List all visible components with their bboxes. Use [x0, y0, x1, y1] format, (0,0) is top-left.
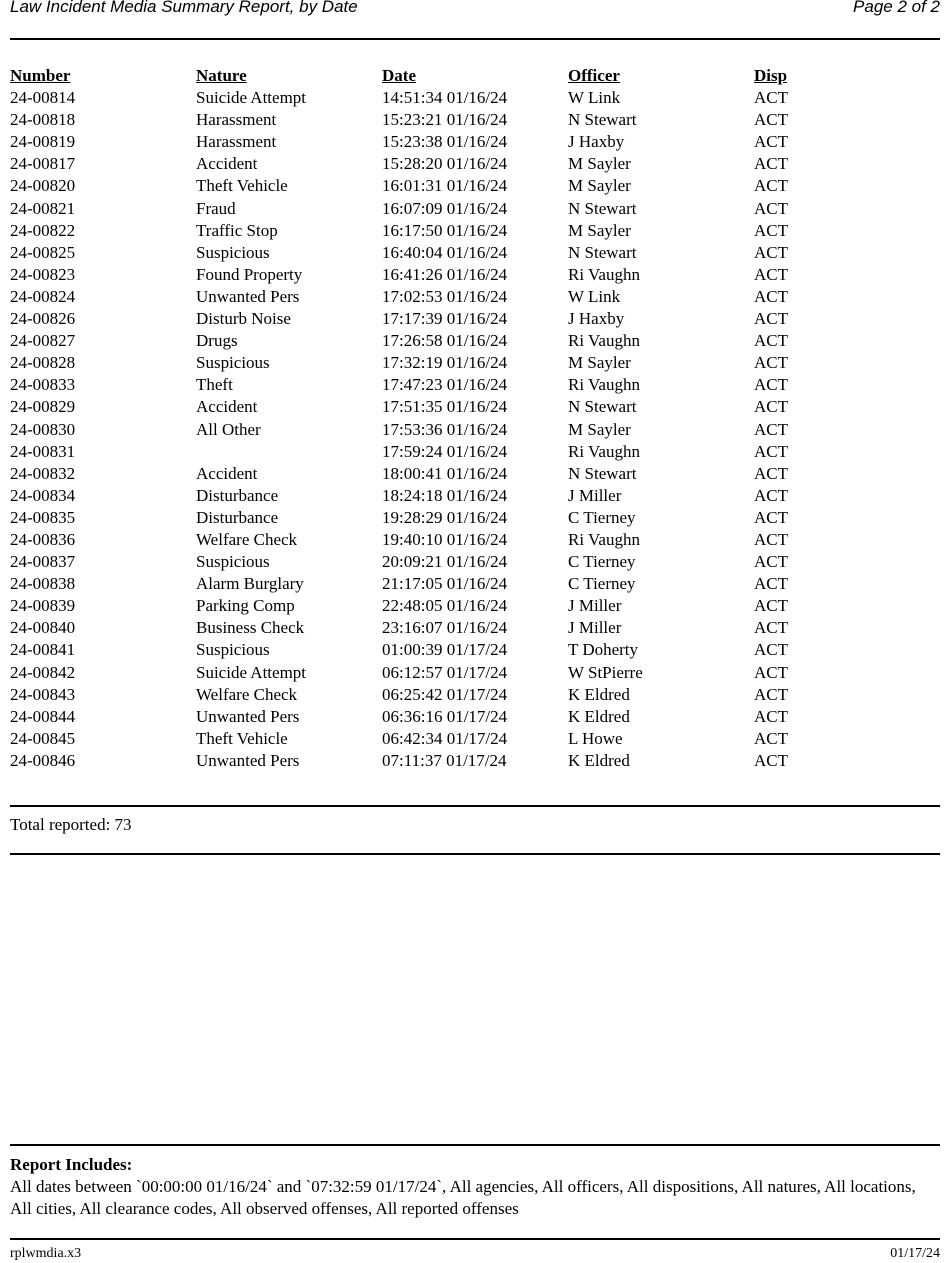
cell-number: 24-00836	[10, 529, 76, 549]
cell-nature: Unwanted Pers	[196, 286, 300, 306]
cell-disp: ACT	[754, 154, 788, 174]
cell-number: 24-00821	[10, 198, 76, 218]
cell-number: 24-00837	[10, 552, 76, 572]
cell-number: 24-00845	[10, 728, 76, 748]
cell-disp: ACT	[754, 529, 788, 549]
cell-nature: Fraud	[196, 198, 236, 218]
cell-number: 24-00819	[10, 132, 76, 152]
cell-disp: ACT	[754, 286, 788, 306]
cell-date: 20:09:21 01/16/24	[382, 552, 508, 572]
cell-disp: ACT	[754, 242, 788, 262]
cell-nature: Business Check	[196, 618, 305, 638]
cell-date: 17:02:53 01/16/24	[382, 286, 508, 306]
cell-officer: M Sayler	[568, 176, 631, 196]
cell-officer: L Howe	[568, 728, 623, 748]
cell-date: 06:25:42 01/17/24	[382, 684, 508, 704]
cell-disp: ACT	[754, 309, 788, 329]
cell-disp: ACT	[754, 198, 788, 218]
cell-nature: Suspicious	[196, 353, 270, 373]
cell-disp: ACT	[754, 132, 788, 152]
cell-disp: ACT	[754, 331, 788, 351]
cell-disp: ACT	[754, 88, 788, 108]
cell-disp: ACT	[754, 485, 788, 505]
cell-date: 17:26:58 01/16/24	[382, 331, 508, 351]
cell-date: 23:16:07 01/16/24	[382, 618, 508, 638]
cell-date: 16:07:09 01/16/24	[382, 198, 508, 218]
cell-number: 24-00828	[10, 353, 76, 373]
cell-disp: ACT	[754, 662, 788, 682]
cell-nature: Suspicious	[196, 242, 270, 262]
column-header-nature: Nature	[196, 66, 247, 85]
cell-number: 24-00830	[10, 419, 76, 439]
cell-date: 19:28:29 01/16/24	[382, 507, 508, 527]
cell-date: 07:11:37 01/17/24	[382, 750, 507, 770]
cell-officer: Ri Vaughn	[568, 441, 640, 461]
cell-officer: J Haxby	[568, 132, 625, 152]
column-header-officer: Officer	[568, 66, 620, 85]
cell-number: 24-00822	[10, 220, 76, 240]
cell-number: 24-00817	[10, 154, 76, 174]
cell-nature: Accident	[196, 154, 258, 174]
total-reported: Total reported: 73	[10, 815, 132, 834]
includes-text: All dates between `00:00:00 01/16/24` and `07:32:59 01/17/24`, All agencies, All officers, All dispositions, All natures, All locations, All cities, All clearance codes, All observed offenses, All reported offenses	[10, 1177, 916, 1218]
cell-officer: K Eldred	[568, 684, 630, 704]
cell-number: 24-00823	[10, 264, 76, 284]
total-top-divider	[10, 805, 940, 807]
footer-divider	[10, 1238, 940, 1240]
footer-report-code: rplwmdia.x3	[10, 1246, 82, 1261]
cell-disp: ACT	[754, 552, 788, 572]
cell-nature: Theft Vehicle	[196, 176, 288, 196]
cell-nature: Drugs	[196, 331, 238, 351]
cell-nature: Disturbance	[196, 507, 279, 527]
report-includes	[10, 1154, 940, 1220]
cell-date: 16:41:26 01/16/24	[382, 264, 508, 284]
cell-officer: Ri Vaughn	[568, 264, 640, 284]
column-header-number: Number	[10, 66, 71, 85]
cell-date: 15:23:38 01/16/24	[382, 132, 508, 152]
cell-nature: Harassment	[196, 110, 277, 130]
cell-date: 19:40:10 01/16/24	[382, 529, 508, 549]
cell-nature: Suspicious	[196, 552, 270, 572]
cell-number: 24-00814	[10, 88, 76, 108]
cell-date: 06:12:57 01/17/24	[382, 662, 508, 682]
cell-date: 16:17:50 01/16/24	[382, 220, 508, 240]
cell-disp: ACT	[754, 618, 788, 638]
cell-officer: C Tierney	[568, 507, 636, 527]
cell-nature: Unwanted Pers	[196, 706, 300, 726]
cell-nature: Theft	[196, 375, 233, 395]
cell-disp: ACT	[754, 684, 788, 704]
cell-officer: W Link	[568, 286, 621, 306]
cell-date: 17:51:35 01/16/24	[382, 397, 508, 417]
cell-nature: Disturbance	[196, 485, 279, 505]
cell-officer: N Stewart	[568, 198, 637, 218]
cell-date: 15:28:20 01/16/24	[382, 154, 508, 174]
cell-nature: All Other	[196, 419, 261, 439]
cell-nature: Accident	[196, 397, 258, 417]
cell-disp: ACT	[754, 353, 788, 373]
cell-date: 17:53:36 01/16/24	[382, 419, 508, 439]
cell-nature: Traffic Stop	[196, 220, 278, 240]
cell-disp: ACT	[754, 220, 788, 240]
cell-nature: Suspicious	[196, 640, 270, 660]
cell-officer: C Tierney	[568, 552, 636, 572]
cell-number: 24-00842	[10, 662, 76, 682]
cell-number: 24-00844	[10, 706, 76, 726]
cell-officer: M Sayler	[568, 220, 631, 240]
cell-date: 17:47:23 01/16/24	[382, 375, 508, 395]
cell-number: 24-00829	[10, 397, 76, 417]
cell-date: 15:23:21 01/16/24	[382, 110, 508, 130]
cell-officer: N Stewart	[568, 110, 637, 130]
cell-officer: J Miller	[568, 618, 622, 638]
cell-officer: J Miller	[568, 596, 622, 616]
column-header-disp: Disp	[754, 66, 788, 85]
cell-number: 24-00818	[10, 110, 76, 130]
cell-nature: Suicide Attempt	[196, 88, 307, 108]
cell-nature: Welfare Check	[196, 684, 298, 704]
cell-number: 24-00825	[10, 242, 76, 262]
cell-nature: Alarm Burglary	[196, 574, 304, 594]
cell-number: 24-00839	[10, 596, 76, 616]
cell-nature: Welfare Check	[196, 529, 298, 549]
cell-disp: ACT	[754, 507, 788, 527]
cell-date: 16:40:04 01/16/24	[382, 242, 508, 262]
cell-number: 24-00841	[10, 640, 76, 660]
cell-number: 24-00833	[10, 375, 76, 395]
cell-officer: J Miller	[568, 485, 622, 505]
cell-officer: K Eldred	[568, 750, 630, 770]
cell-date: 17:17:39 01/16/24	[382, 309, 508, 329]
cell-officer: N Stewart	[568, 397, 637, 417]
cell-number: 24-00820	[10, 176, 76, 196]
cell-number: 24-00831	[10, 441, 76, 461]
cell-number: 24-00840	[10, 618, 76, 638]
cell-disp: ACT	[754, 574, 788, 594]
cell-number: 24-00824	[10, 286, 76, 306]
cell-disp: ACT	[754, 419, 788, 439]
cell-officer: N Stewart	[568, 463, 637, 483]
cell-officer: T Doherty	[568, 640, 639, 660]
cell-officer: Ri Vaughn	[568, 375, 640, 395]
cell-date: 22:48:05 01/16/24	[382, 596, 508, 616]
cell-date: 21:17:05 01/16/24	[382, 574, 508, 594]
cell-disp: ACT	[754, 463, 788, 483]
page-number: Page 2 of 2	[853, 0, 940, 16]
cell-nature: Disturb Noise	[196, 309, 291, 329]
cell-date: 01:00:39 01/17/24	[382, 640, 508, 660]
cell-date: 06:42:34 01/17/24	[382, 728, 508, 748]
cell-officer: Ri Vaughn	[568, 331, 640, 351]
cell-number: 24-00827	[10, 331, 76, 351]
cell-officer: M Sayler	[568, 353, 631, 373]
cell-disp: ACT	[754, 375, 788, 395]
cell-date: 18:00:41 01/16/24	[382, 463, 508, 483]
cell-disp: ACT	[754, 176, 788, 196]
cell-date: 17:32:19 01/16/24	[382, 353, 508, 373]
cell-officer: Ri Vaughn	[568, 529, 640, 549]
cell-number: 24-00834	[10, 485, 76, 505]
cell-number: 24-00846	[10, 750, 76, 770]
cell-officer: C Tierney	[568, 574, 636, 594]
cell-disp: ACT	[754, 750, 788, 770]
cell-disp: ACT	[754, 397, 788, 417]
cell-nature: Accident	[196, 463, 258, 483]
footer-date: 01/17/24	[890, 1246, 940, 1261]
cell-disp: ACT	[754, 706, 788, 726]
cell-nature: Suicide Attempt	[196, 662, 307, 682]
cell-date: 17:59:24 01/16/24	[382, 441, 508, 461]
cell-nature: Parking Comp	[196, 596, 295, 616]
cell-officer: N Stewart	[568, 242, 637, 262]
report-title: Law Incident Media Summary Report, by Date	[10, 0, 358, 16]
cell-number: 24-00835	[10, 507, 76, 527]
cell-date: 14:51:34 01/16/24	[382, 88, 508, 108]
cell-date: 18:24:18 01/16/24	[382, 485, 508, 505]
cell-officer: M Sayler	[568, 419, 631, 439]
column-header-date: Date	[382, 66, 416, 85]
cell-disp: ACT	[754, 441, 788, 461]
cell-disp: ACT	[754, 264, 788, 284]
header-divider	[10, 38, 940, 40]
cell-number: 24-00838	[10, 574, 76, 594]
cell-date: 16:01:31 01/16/24	[382, 176, 508, 196]
cell-nature: Harassment	[196, 132, 277, 152]
cell-officer: M Sayler	[568, 154, 631, 174]
cell-number: 24-00832	[10, 463, 76, 483]
total-bottom-divider	[10, 853, 940, 855]
cell-officer: J Haxby	[568, 309, 625, 329]
cell-disp: ACT	[754, 110, 788, 130]
cell-disp: ACT	[754, 728, 788, 748]
cell-nature: Found Property	[196, 264, 303, 284]
cell-number: 24-00826	[10, 309, 76, 329]
cell-nature: Theft Vehicle	[196, 728, 288, 748]
includes-title: Report Includes:	[10, 1155, 133, 1174]
cell-nature: Unwanted Pers	[196, 750, 300, 770]
cell-officer: K Eldred	[568, 706, 630, 726]
cell-date: 06:36:16 01/17/24	[382, 706, 508, 726]
cell-number: 24-00843	[10, 684, 76, 704]
includes-top-divider	[10, 1144, 940, 1146]
cell-officer: W Link	[568, 88, 621, 108]
cell-disp: ACT	[754, 596, 788, 616]
cell-disp: ACT	[754, 640, 788, 660]
cell-officer: W StPierre	[568, 662, 643, 682]
